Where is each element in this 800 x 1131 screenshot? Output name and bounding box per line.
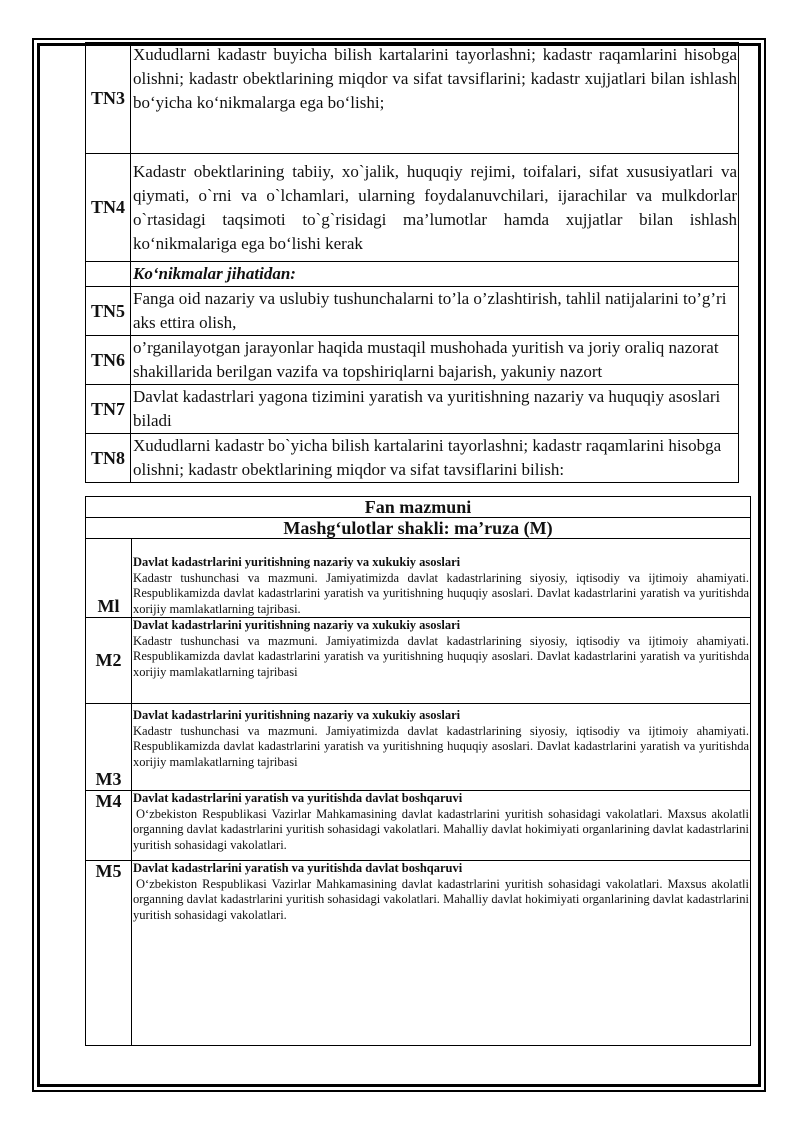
- competency-text: Xududlarni kadastr buyicha bilish kartalarini tayorlashni; kadastr raqamlarini hisobga olishni; kadastr obektlarining miqdor va sifat tavsiflarini; kadastr xujjatlari bilan ishlash bo‘yicha ko‘nikmalarga ega bo‘lishi;: [131, 43, 739, 154]
- competency-text: Kadastr obektlarining tabiiy, xo`jalik, huquqiy rejimi, toifalari, sifat xususiyatlari va qiymati, o`rni va o`lchamlari, ularning foydalanuvchilari, ijarachilar va mulkdorlar o`rtasidagi taqsimoti to`g`risidagi ma’lumotlar hamda xujjatlar bilan ishlash ko‘nikmalariga ega bo‘lishi kerak: [131, 154, 739, 262]
- competency-code: [86, 262, 131, 287]
- competency-code: TN4: [86, 154, 131, 262]
- competency-text: Fanga oid nazariy va uslubiy tushunchalarni to’la o’zlashtirish, tahlil natijalarini to’g’ri aks ettira olish,: [131, 287, 739, 336]
- competency-text: Davlat kadastrlari yagona tizimini yaratish va yuritishning nazariy va huquqiy asoslari biladi: [131, 385, 739, 434]
- competency-code: TN3: [86, 43, 131, 154]
- content-title: Fan mazmuni: [86, 497, 751, 518]
- table-header-row: [86, 518, 751, 539]
- competency-code: TN6: [86, 336, 131, 385]
- table-row: [86, 385, 739, 434]
- lecture-cell: [132, 618, 751, 704]
- lecture-code: M4: [86, 791, 132, 861]
- lecture-cell: [132, 704, 751, 791]
- course-content-table: [85, 496, 751, 1046]
- lecture-title: Davlat kadastrlarini yaratish va yuritishda davlat boshqaruvi: [133, 861, 463, 875]
- table-row: [86, 791, 751, 861]
- lecture-title: Davlat kadastrlarini yuritishning nazariy va xukukiy asoslari: [133, 555, 461, 569]
- competency-code: TN8: [86, 434, 131, 483]
- lecture-code: Ml: [86, 539, 132, 618]
- table-header-row: [86, 497, 751, 518]
- competency-text: Xududlarni kadastr bo`yicha bilish kartalarini tayorlashni; kadastr raqamlarini hisobga olishni; kadastr obektlarining miqdor va sifat tavsiflarini bilish:: [131, 434, 739, 483]
- content-subtitle: Mashg‘ulotlar shakli: ma’ruza (M): [86, 518, 751, 539]
- lecture-body: Kadastr tushunchasi va mazmuni. Jamiyatimizda davlat kadastrlarining siyosiy, iqtisodiy va ijtimoiy ahamiyati. Respublikamizda davlat kadastrlarini yaratish va yuritishning huquqiy asoslari. Davlat kadastrlarini yaratish va yuritishda xorijiy mamlakatlarning tajribasi: [133, 633, 749, 679]
- lecture-code: M3: [86, 704, 132, 791]
- lecture-body: O‘zbekiston Respublikasi Vazirlar Mahkamasining davlat kadastrlarini yuritish sohasidagi vakolatlari. Maxsus akolatli organning davlat kadastrlarini yuritish sohasidagi vakolatlari. Mahalliy davlat hokimiyati organlarining davlat kadastrlarini yuritish sohasidagi vakolatlari.: [133, 806, 749, 852]
- table-row: [86, 861, 751, 1046]
- table-row: [86, 262, 739, 287]
- competency-code: TN7: [86, 385, 131, 434]
- table-row: [86, 704, 751, 791]
- table-row: [86, 539, 751, 618]
- lecture-title: Davlat kadastrlarini yuritishning nazariy va xukukiy asoslari: [133, 618, 461, 632]
- table-row: [86, 618, 751, 704]
- lecture-title: Davlat kadastrlarini yaratish va yuritishda davlat boshqaruvi: [133, 791, 463, 805]
- lecture-title: Davlat kadastrlarini yuritishning nazariy va xukukiy asoslari: [133, 708, 461, 722]
- table-row: [86, 287, 739, 336]
- lecture-body: O‘zbekiston Respublikasi Vazirlar Mahkamasining davlat kadastrlarini yuritish sohasidagi vakolatlari. Maxsus akolatli organning davlat kadastrlarini yuritish sohasidagi vakolatlari. Mahalliy davlat hokimiyati organlarining davlat kadastrlarini yuritish sohasidagi vakolatlari.: [133, 876, 749, 922]
- section-heading: Ko‘nikmalar jihatidan:: [131, 262, 739, 287]
- table-row: [86, 434, 739, 483]
- table-row: [86, 43, 739, 154]
- competency-text: o’rganilayotgan jarayonlar haqida mustaqil mushohada yuritish va joriy oraliq nazorat shakillarida berilgan vazifa va topshiriqlarni bajarish, yakuniy nazort: [131, 336, 739, 385]
- lecture-code: M2: [86, 618, 132, 704]
- competency-code: TN5: [86, 287, 131, 336]
- table-row: [86, 336, 739, 385]
- lecture-body: Kadastr tushunchasi va mazmuni. Jamiyatimizda davlat kadastrlarining siyosiy, iqtisodiy va ijtimoiy ahamiyati. Respublikamizda davlat kadastrlarini yaratish va yuritishning huquqiy asoslari. Davlat kadastrlarini yaratish va yuritishda xorijiy mamlakatlarning tajribasi: [133, 723, 749, 769]
- lecture-cell: [132, 791, 751, 861]
- lecture-cell: [132, 861, 751, 1046]
- lecture-code: M5: [86, 861, 132, 1046]
- competencies-table: [85, 42, 739, 483]
- lecture-body: Kadastr tushunchasi va mazmuni. Jamiyatimizda davlat kadastrlarining siyosiy, iqtisodiy va ijtimoiy ahamiyati. Respublikamizda davlat kadastrlarini yaratish va yuritishning huquqiy asoslari. Davlat kadastrlarini yaratish va yuritishda xorijiy mamlakatlarning tajribasi.: [133, 570, 749, 616]
- lecture-cell: [132, 539, 751, 618]
- table-row: [86, 154, 739, 262]
